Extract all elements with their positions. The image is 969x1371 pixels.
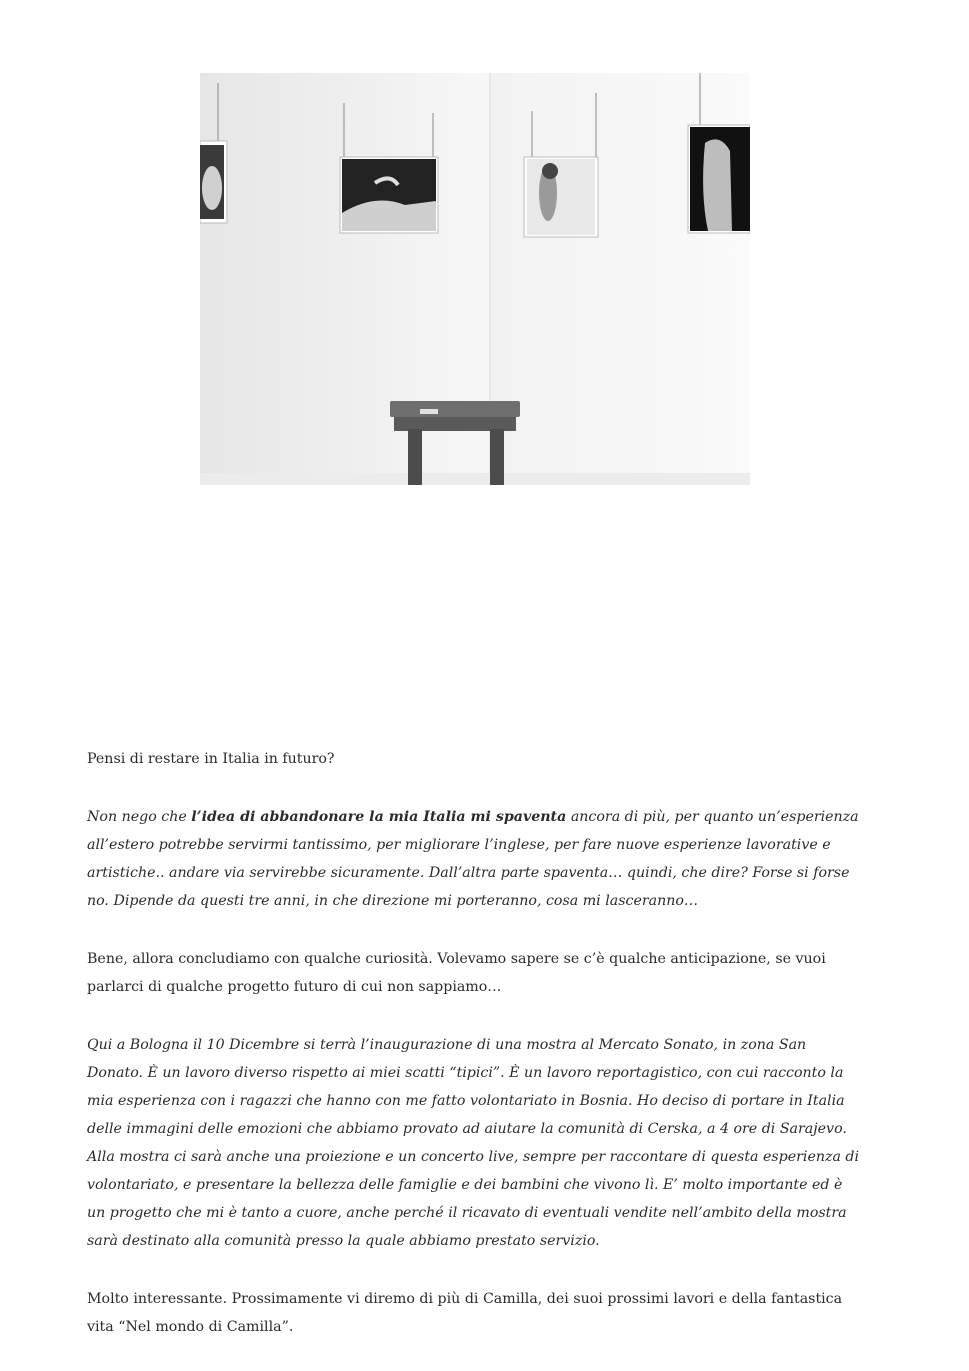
question-1: Pensi di restare in Italia in futuro? — [87, 751, 335, 767]
gallery-corner-photo — [200, 73, 750, 485]
answer-1-lead: Non nego che — [87, 809, 192, 825]
answer-2: Qui a Bologna il 10 Dicembre si terrà l’inaugurazione di una mostra al Mercato Sonato, in zona San Donato. È un lavoro diverso rispetto ai miei scatti “tipici”. È un lavoro reportagistico, con cui racconto la mia esperienza con i ragazzi che hanno con me fatto volontariato in Bosnia. Ho deciso di portare in Italia delle immagini delle emozioni che abbiamo provato ad aiutare la comunità di Cerska, a 4 ore di Sarajevo. Alla mostra ci sarà anche una proiezione e un concerto live, sempre per raccontare di questa esperienza di volontariato, e presentare la bellezza delle famiglie e dei bambini che vivono lì. E’ molto importante ed è un progetto che mi è tanto a cuore, anche perché il ricavato di eventuali vendite nell’ambito della mostra sarà destinato alla comunità presso la quale abbiamo prestato servizio. — [87, 1037, 860, 1249]
answer-1-highlight: l’idea di abbandonare la mia Italia mi spaventa — [191, 809, 567, 825]
photo-illustration — [200, 73, 750, 485]
article-body — [87, 745, 862, 1371]
question-2: Bene, allora concludiamo con qualche curiosità. Volevamo sapere se c’è qualche anticipazione, se vuoi parlarci di qualche progetto futuro di cui non sappiamo… — [87, 951, 826, 995]
answer-1 — [87, 803, 862, 915]
answer-1-rest: ancora di più, per quanto un’esperienza all’estero potrebbe servirmi tantissimo, per migliorare l’inglese, per fare nuove esperienze lavorative e artistiche.. andare via servirebbe sicuramente. Dall’altra parte spaventa… quindi, che dire? Forse si forse no. Dipende da questi tre anni, in che direzione mi porteranno, cosa mi lasceranno… — [87, 809, 859, 909]
closing-paragraph: Molto interessante. Prossimamente vi diremo di più di Camilla, dei suoi prossimi lavori e della fantastica vita “Nel mondo di Camilla”. — [87, 1291, 843, 1335]
